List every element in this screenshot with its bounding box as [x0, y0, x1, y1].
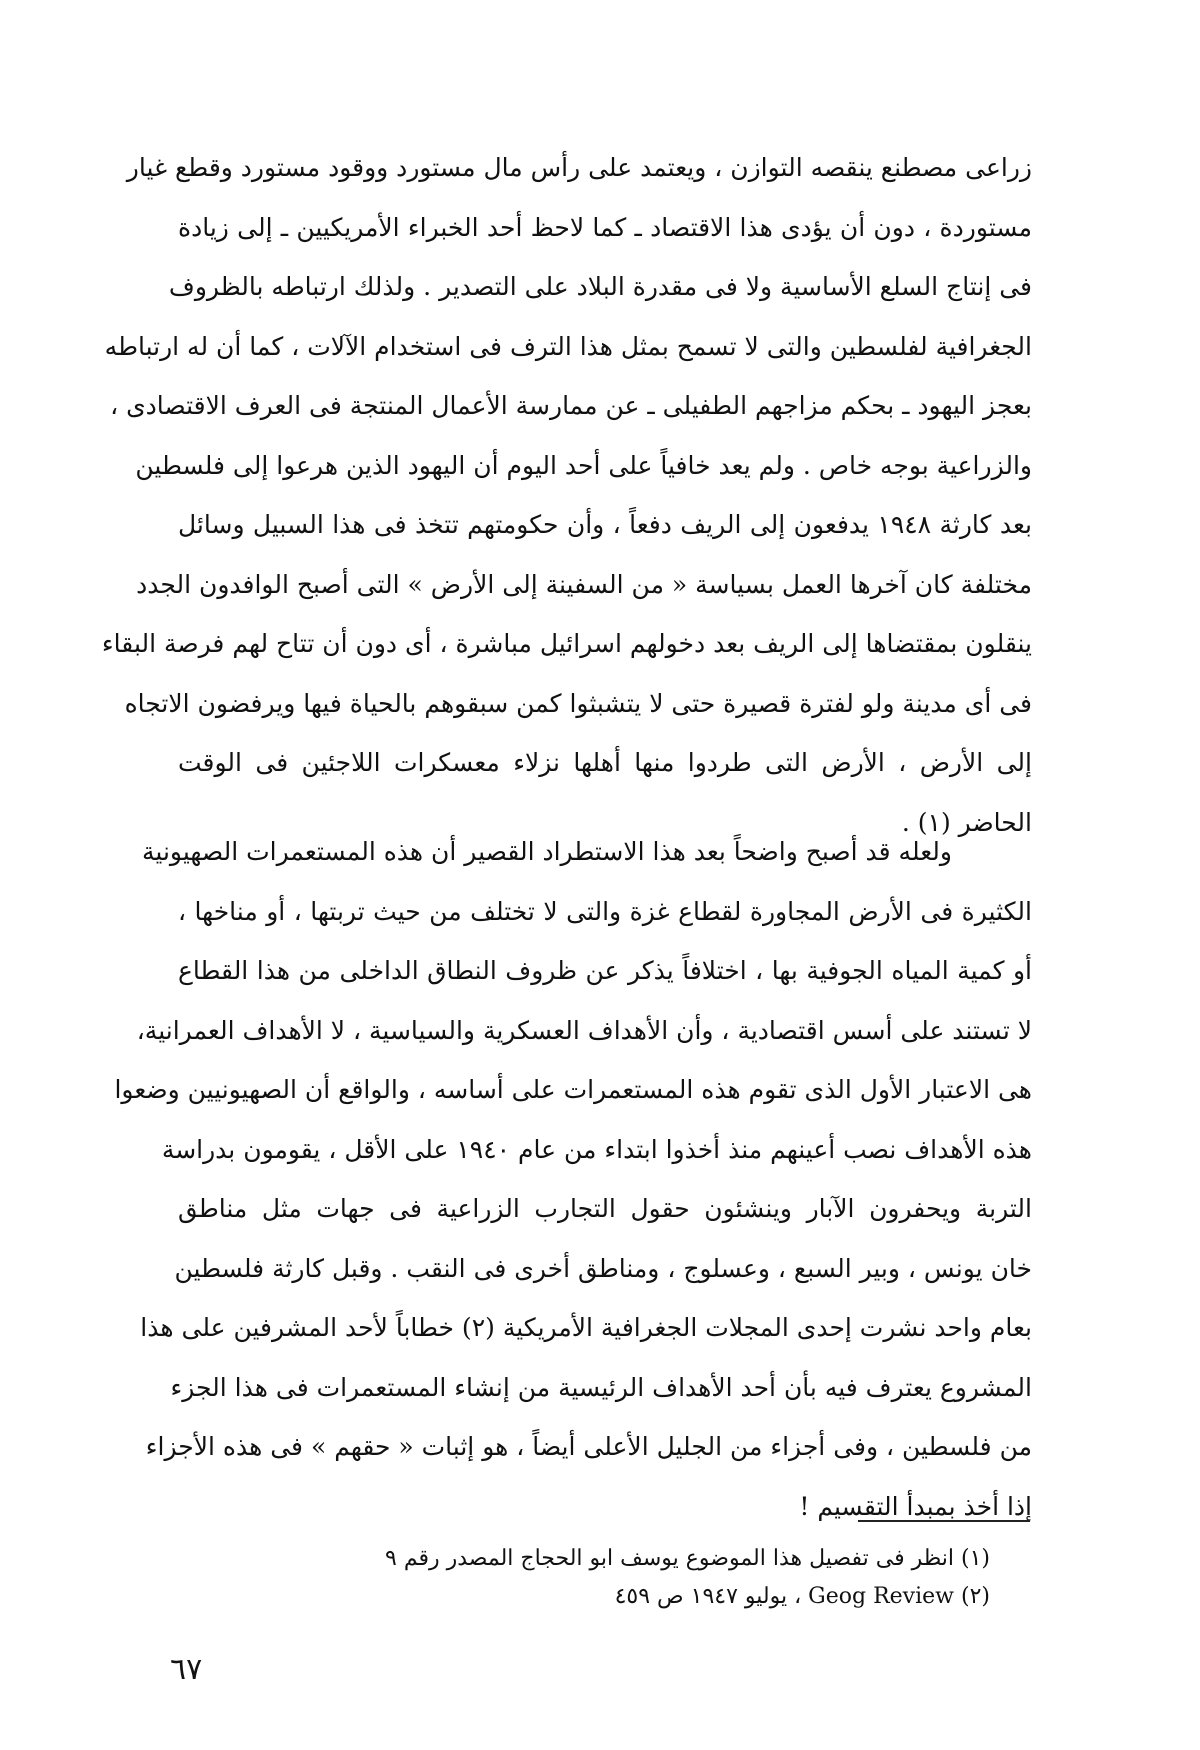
paragraph-line: بعد كارثة ١٩٤٨ يدفعون إلى الريف دفعاً ، وأن حكومتهم تتخذ فى هذا السبيل وسائل: [178, 510, 1032, 539]
paragraph-line: ولعله قد أصبح واضحاً بعد هذا الاستطراد القصير أن هذه المستعمرات الصهيونية: [142, 837, 952, 866]
footnote-2: (٢) Geog Review ، يوليو ١٩٤٧ ص ٤٥٩: [614, 1584, 990, 1609]
paragraph-2: [114, 822, 1032, 1536]
paragraph-line: مستوردة ، دون أن يؤدى هذا الاقتصاد ـ كما لاحظ أحد الخبراء الأمريكيين ـ إلى زيادة: [178, 212, 1032, 242]
paragraph-line: فى إنتاج السلع الأساسية ولا فى مقدرة البلاد على التصدير . ولذلك ارتباطه بالظروف: [168, 272, 1032, 301]
page-number: ٦٧: [170, 1652, 203, 1687]
paragraph-line: هى الاعتبار الأول الذى تقوم هذه المستعمرات على أساسه ، والواقع أن الصهيونيين وضعوا: [114, 1075, 1032, 1104]
footnote-divider: [858, 1520, 1030, 1522]
footnotes: [230, 1540, 990, 1616]
paragraph-line: لا تستند على أسس اقتصادية ، وأن الأهداف العسكرية والسياسية ، لا الأهداف العمرانية،: [136, 1015, 1032, 1045]
paragraph-line: أو كمية المياه الجوفية بها ، اختلافاً يذكر عن ظروف النطاق الداخلى من هذا القطاع: [178, 956, 1032, 985]
paragraph-line: من فلسطين ، وفى أجزاء من الجليل الأعلى أيضاً ، هو إثبات « حقهم » فى هذه الأجزاء: [145, 1432, 1032, 1461]
paragraph-line: مختلفة كان آخرها العمل بسياسة « من السفينة إلى الأرض » التى أصبح الوافدون الجدد: [136, 569, 1032, 599]
footnote-1: (١) انظر فى تفصيل هذا الموضوع يوسف ابو الحجاج المصدر رقم ٩: [385, 1546, 990, 1571]
paragraph-line: بعجز اليهود ـ بحكم مزاجهم الطفيلى ـ عن ممارسة الأعمال المنتجة فى العرف الاقتصادى ،: [110, 391, 1032, 420]
paragraph-line: هذه الأهداف نصب أعينهم منذ أخذوا ابتداء من عام ١٩٤٠ على الأقل ، يقومون بدراسة: [161, 1134, 1032, 1164]
paragraph-line: بعام واحد نشرت إحدى المجلات الجغرافية الأمريكية (٢) خطاباً لأحد المشرفين على هذا: [140, 1313, 1032, 1342]
paragraph-line: خان يونس ، وبير السبع ، وعسلوج ، ومناطق أخرى فى النقب . وقبل كارثة فلسطين: [174, 1253, 1032, 1283]
paragraph-line: الكثيرة فى الأرض المجاورة لقطاع غزة والتى لا تختلف من حيث تربتها ، أو مناخها ،: [178, 896, 1032, 926]
paragraph-line: الحاضر (١) .: [901, 807, 1032, 837]
paragraph-line: زراعى مصطنع ينقصه التوازن ، ويعتمد على رأس مال مستورد ووقود مستورد وقطع غيار: [126, 153, 1032, 182]
paragraph-line: فى أى مدينة ولو لفترة قصيرة حتى لا يتشبثوا كمن سبقوهم بالحياة فيها ويرفضون الاتجاه: [124, 688, 1032, 718]
paragraph-line: الجغرافية لفلسطين والتى لا تسمح بمثل هذا الترف فى استخدام الآلات ، كما أن له ارتباطه: [104, 331, 1032, 361]
paragraph-line: إذا أخذ بمبدأ التقسيم !: [799, 1491, 1032, 1521]
paragraph-line: إلى الأرض ، الأرض التى طردوا منها أهلها نزلاء معسكرات اللاجئين فى الوقت: [178, 748, 1032, 777]
paragraph-line: ينقلون بمقتضاها إلى الريف بعد دخولهم اسرائيل مباشرة ، أى دون أن تتاح لهم فرصة البقاء: [101, 629, 1032, 658]
paragraph-line: المشروع يعترف فيه بأن أحد الأهداف الرئيسية من إنشاء المستعمرات فى هذا الجزء: [170, 1372, 1032, 1402]
paragraph-line: التربة ويحفرون الآبار وينشئون حقول التجارب الزراعية فى جهات مثل مناطق: [178, 1194, 1032, 1223]
paragraph-line: والزراعية بوجه خاص . ولم يعد خافياً على أحد اليوم أن اليهود الذين هرعوا إلى فلسطين: [135, 450, 1032, 480]
